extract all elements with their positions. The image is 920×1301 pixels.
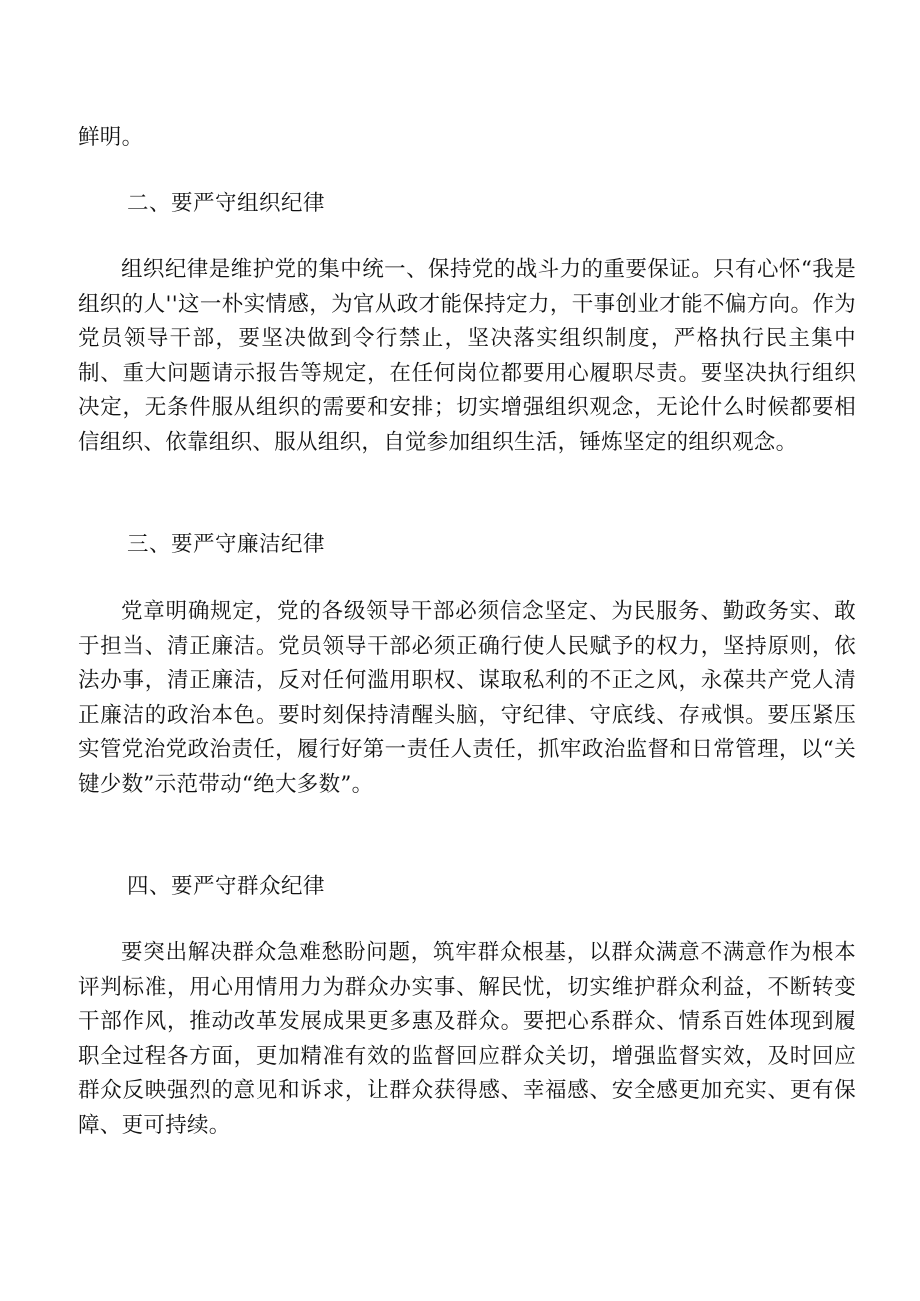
section-body-masses: 要突出解决群众急难愁盼问题，筑牢群众根基，以群众满意不满意作为根本评判标准，用心用情用力为群众办实事、解民忧，切实维护群众利益，不断转变干部作风，推动改革发展成果更多惠及群众。要把心系群众、情系百姓体现到履职全过程各方面，更加精准有效的监督回应群众关切，增强监督实效，及时回应群众反映强烈的意见和诉求，让群众获得感、幸福感、安全感更加充实、更有保障、更可持续。	[78, 940, 856, 1138]
opening-fragment: 鲜明。	[78, 125, 144, 150]
section-body-integrity: 党章明确规定，党的各级领导干部必须信念坚定、为民服务、勤政务实、敢于担当、清正廉洁。党员领导干部必须正确行使人民赋予的权力，坚持原则，依法办事，清正廉洁，反对任何滥用职权、谋取私利的不正之风，永葆共产党人清正廉洁的政治本色。要时刻保持清醒头脑，守纪律、守底线、存戒惧。要压紧压实管党治党政治责任，履行好第一责任人责任，抓牢政治监督和日常管理，以“关键少数”示范带动“绝大多数”。	[78, 599, 856, 797]
section-heading-integrity: 三、要严守廉洁纪律	[127, 532, 326, 557]
section-heading-organization: 二、要严守组织纪律	[127, 191, 326, 216]
section-body-organization: 组织纪律是维护党的集中统一、保持党的战斗力的重要保证。只有心怀“我是组织的人''这一朴实情感，为官从政才能保持定力，干事创业才能不偏方向。作为党员领导干部，要坚决做到令行禁止，坚决落实组织制度，严格执行民主集中制、重大问题请示报告等规定，在任何岗位都要用心履职尽责。要坚决执行组织决定，无条件服从组织的需要和安排；切实增强组织观念，无论什么时候都要相信组织、依靠组织、服从组织，自觉参加组织生活，锤炼坚定的组织观念。	[78, 257, 856, 455]
section-heading-masses: 四、要严守群众纪律	[127, 874, 326, 899]
